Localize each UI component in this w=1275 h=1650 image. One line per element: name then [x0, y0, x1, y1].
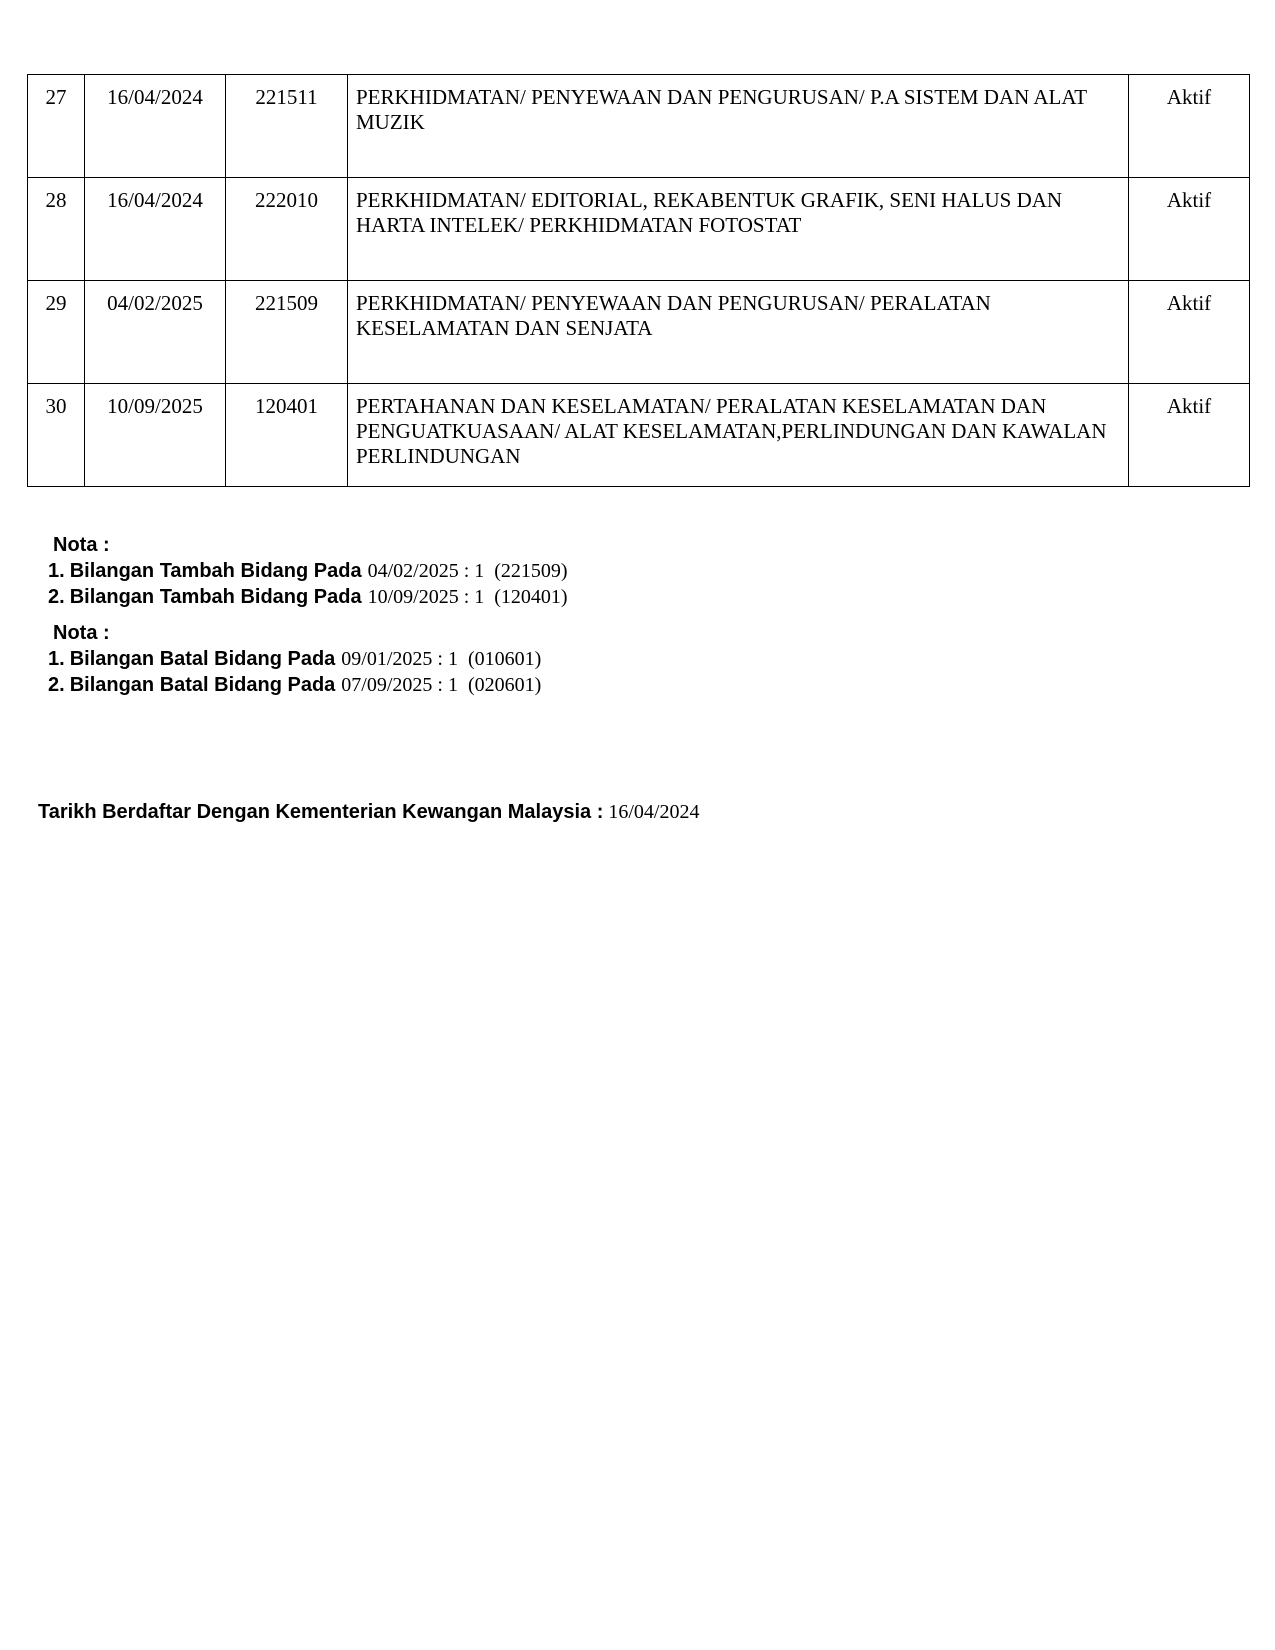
note-code: (221509) [494, 560, 568, 582]
row-status: Aktif [1129, 75, 1250, 178]
note-number: 1. [48, 648, 65, 670]
note-code: (010601) [467, 648, 542, 670]
row-description: PERKHIDMATAN/ PENYEWAAN DAN PENGURUSAN/ PERALATAN KESELAMATAN DAN SENJATA [348, 281, 1129, 384]
notes-cancelled-section [48, 620, 541, 698]
row-code: 221511 [226, 75, 348, 178]
row-date: 16/04/2024 [85, 178, 226, 281]
note-number: 1. [48, 560, 65, 582]
notes-title: Nota : [53, 534, 110, 556]
row-date: 10/09/2025 [85, 384, 226, 487]
note-item [48, 672, 541, 698]
registration-label: Tarikh Berdaftar Dengan Kementerian Kewangan Malaysia : [38, 801, 604, 823]
table-row [28, 178, 1250, 281]
row-number: 27 [28, 75, 85, 178]
row-code: 222010 [226, 178, 348, 281]
note-value: 07/09/2025 : 1 [341, 674, 458, 696]
registration-date: 16/04/2024 [608, 801, 700, 823]
row-status: Aktif [1129, 281, 1250, 384]
row-code: 120401 [226, 384, 348, 487]
fields-table [27, 74, 1250, 487]
note-value: 09/01/2025 : 1 [341, 648, 458, 670]
note-item [48, 584, 568, 610]
row-number: 28 [28, 178, 85, 281]
row-code: 221509 [226, 281, 348, 384]
row-date: 04/02/2025 [85, 281, 226, 384]
note-label: Bilangan Tambah Bidang Pada [69, 560, 362, 582]
row-date: 16/04/2024 [85, 75, 226, 178]
table-row [28, 281, 1250, 384]
table-row [28, 75, 1250, 178]
note-code: (120401) [494, 586, 568, 608]
table-row [28, 384, 1250, 487]
note-label: Bilangan Batal Bidang Pada [69, 648, 336, 670]
note-value: 04/02/2025 : 1 [367, 560, 485, 582]
note-number: 2. [48, 586, 65, 608]
row-status: Aktif [1129, 384, 1250, 487]
row-status: Aktif [1129, 178, 1250, 281]
notes-title: Nota : [53, 622, 110, 644]
registration-date-line [38, 801, 699, 824]
notes-added-section [48, 532, 568, 610]
row-description: PERKHIDMATAN/ PENYEWAAN DAN PENGURUSAN/ P.A SISTEM DAN ALAT MUZIK [348, 75, 1129, 178]
note-number: 2. [48, 674, 65, 696]
note-code: (020601) [467, 674, 542, 696]
row-description: PERKHIDMATAN/ EDITORIAL, REKABENTUK GRAFIK, SENI HALUS DAN HARTA INTELEK/ PERKHIDMATAN FOTOSTAT [348, 178, 1129, 281]
note-item [48, 558, 568, 584]
note-value: 10/09/2025 : 1 [367, 586, 485, 608]
note-label: Bilangan Batal Bidang Pada [69, 674, 336, 696]
note-label: Bilangan Tambah Bidang Pada [69, 586, 362, 608]
note-item [48, 646, 541, 672]
row-number: 30 [28, 384, 85, 487]
row-number: 29 [28, 281, 85, 384]
row-description: PERTAHANAN DAN KESELAMATAN/ PERALATAN KESELAMATAN DAN PENGUATKUASAAN/ ALAT KESELAMATAN,PERLINDUNGAN DAN KAWALAN PERLINDUNGAN [348, 384, 1129, 487]
